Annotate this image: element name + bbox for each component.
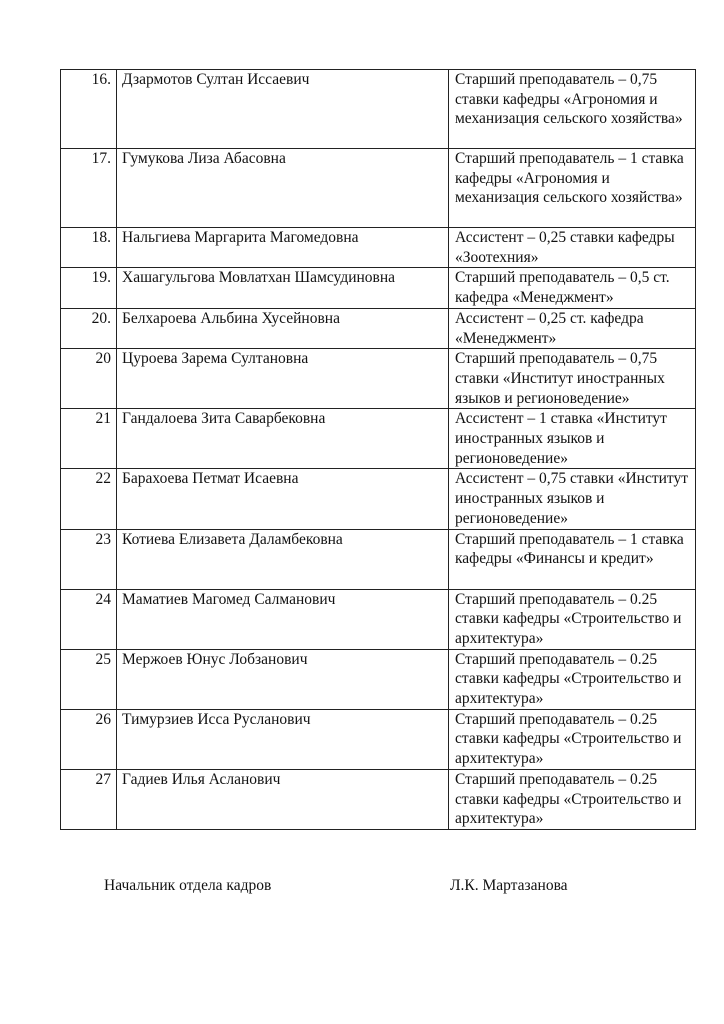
employee-position: Старший преподаватель – 0.25 ставки кафедры «Строительство и архитектура» [449,649,696,709]
table-row [61,149,696,228]
employee-name: Маматиев Магомед Салманович [117,589,449,649]
row-number: 16. [61,70,117,149]
row-number: 19. [61,268,117,308]
employee-position: Старший преподаватель – 0,75 ставки кафедры «Агрономия и механизация сельского хозяйства» [449,70,696,149]
table-row [61,268,696,308]
staff-table [60,69,696,830]
table-row [61,409,696,469]
signer-name: Л.К. Мартазанова [450,877,568,894]
employee-name: Тимурзиев Исса Русланович [117,709,449,769]
employee-name: Гандалоева Зита Саварбековна [117,409,449,469]
employee-name: Хашагульгова Мовлатхан Шамсудиновна [117,268,449,308]
employee-position: Старший преподаватель – 0.25 ставки кафедры «Строительство и архитектура» [449,709,696,769]
employee-name: Котиева Елизавета Даламбековна [117,529,449,589]
employee-name: Цуроева Зарема Султановна [117,349,449,409]
table-row [61,308,696,348]
row-number: 25 [61,649,117,709]
row-number: 23 [61,529,117,589]
employee-position: Ассистент – 0,75 ставки «Институт иностранных языков и регионоведение» [449,469,696,529]
employee-position: Старший преподаватель – 0.25 ставки кафедры «Строительство и архитектура» [449,769,696,829]
employee-position: Ассистент – 1 ставка «Институт иностранных языков и регионоведение» [449,409,696,469]
row-number: 20. [61,308,117,348]
employee-name: Нальгиева Маргарита Магомедовна [117,228,449,268]
table-row [61,769,696,829]
table-row [61,709,696,769]
table-row [61,589,696,649]
employee-position: Старший преподаватель – 0,5 ст. кафедра «Менеджмент» [449,268,696,308]
row-number: 18. [61,228,117,268]
row-number: 17. [61,149,117,228]
table-row [61,529,696,589]
employee-position: Ассистент – 0,25 ставки кафедры «Зоотехния» [449,228,696,268]
employee-name: Дзармотов Султан Иссаевич [117,70,449,149]
employee-name: Барахоева Петмат Исаевна [117,469,449,529]
employee-name: Белхароева Альбина Хусейновна [117,308,449,348]
employee-name: Гадиев Илья Асланович [117,769,449,829]
signer-title: Начальник отдела кадров [104,877,272,894]
employee-position: Старший преподаватель – 1 ставка кафедры «Агрономия и механизация сельского хозяйства» [449,149,696,228]
employee-position: Старший преподаватель – 0.25 ставки кафедры «Строительство и архитектура» [449,589,696,649]
row-number: 22 [61,469,117,529]
row-number: 20 [61,349,117,409]
employee-position: Ассистент – 0,25 ст. кафедра «Менеджмент» [449,308,696,348]
table-row [61,349,696,409]
row-number: 24 [61,589,117,649]
table-row [61,70,696,149]
employee-name: Гумукова Лиза Абасовна [117,149,449,228]
row-number: 26 [61,709,117,769]
table-row [61,649,696,709]
table-row [61,469,696,529]
table-row [61,228,696,268]
row-number: 27 [61,769,117,829]
row-number: 21 [61,409,117,469]
employee-name: Мержоев Юнус Лобзанович [117,649,449,709]
employee-position: Старший преподаватель – 1 ставка кафедры «Финансы и кредит» [449,529,696,589]
employee-position: Старший преподаватель – 0,75 ставки «Институт иностранных языков и регионоведение» [449,349,696,409]
